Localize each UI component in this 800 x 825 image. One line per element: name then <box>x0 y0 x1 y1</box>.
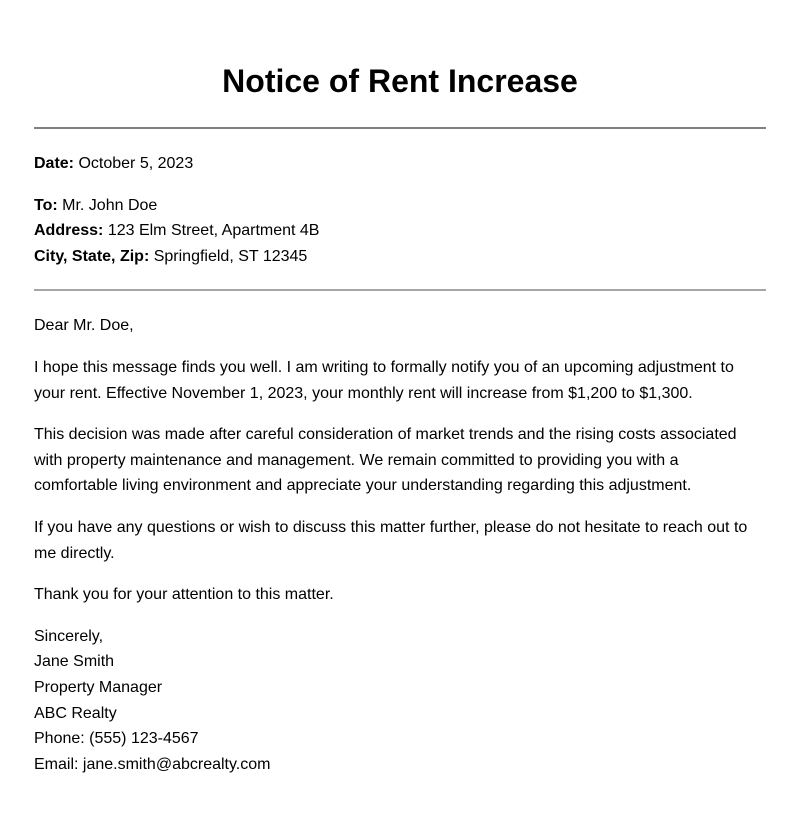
recipient-name-line <box>34 193 766 219</box>
body-paragraph-1: I hope this message finds you well. I am writing to formally notify you of an upcoming adjustment to your rent. Effective November 1, 2023, your monthly rent will increase from $1,200 to $1,300. <box>34 358 734 402</box>
letter-body <box>34 313 766 607</box>
recipient-block <box>34 193 766 270</box>
signer-role: Property Manager <box>34 678 163 696</box>
recipient-city-line <box>34 244 766 270</box>
signer-email: Email: jane.smith@abcrealty.com <box>34 755 271 773</box>
salutation: Dear Mr. Doe, <box>34 317 134 335</box>
body-paragraph-4: Thank you for your attention to this matter. <box>34 586 334 604</box>
date-line <box>34 151 766 177</box>
date-value: October 5, 2023 <box>78 155 194 172</box>
signature-block <box>34 624 766 778</box>
address-value: 123 Elm Street, Apartment 4B <box>107 222 320 240</box>
date-label: Date: <box>34 155 75 172</box>
header-divider <box>34 127 766 129</box>
signer-phone: Phone: (555) 123-4567 <box>34 730 199 748</box>
closing-line: Sincerely, <box>34 627 104 645</box>
to-value: Mr. John Doe <box>62 196 158 214</box>
body-paragraph-2: This decision was made after careful consideration of market trends and the rising costs associated with property maintenance and management. We remain committed to providing you with a comfortable living environment and appreciate your understanding regarding this adjustment. <box>34 426 737 495</box>
date-block <box>34 151 766 177</box>
recipient-address-line <box>34 218 766 244</box>
signer-name: Jane Smith <box>34 653 115 671</box>
signer-company: ABC Realty <box>34 704 117 722</box>
page-title: Notice of Rent Increase <box>222 63 578 99</box>
body-paragraph-3: If you have any questions or wish to discuss this matter further, please do not hesitate to reach out to me directly. <box>34 518 748 562</box>
body-divider <box>34 289 766 291</box>
address-label: Address: <box>34 222 104 240</box>
city-label: City, State, Zip: <box>34 247 150 265</box>
city-value: Springfield, ST 12345 <box>153 247 308 265</box>
to-label: To: <box>34 196 58 214</box>
